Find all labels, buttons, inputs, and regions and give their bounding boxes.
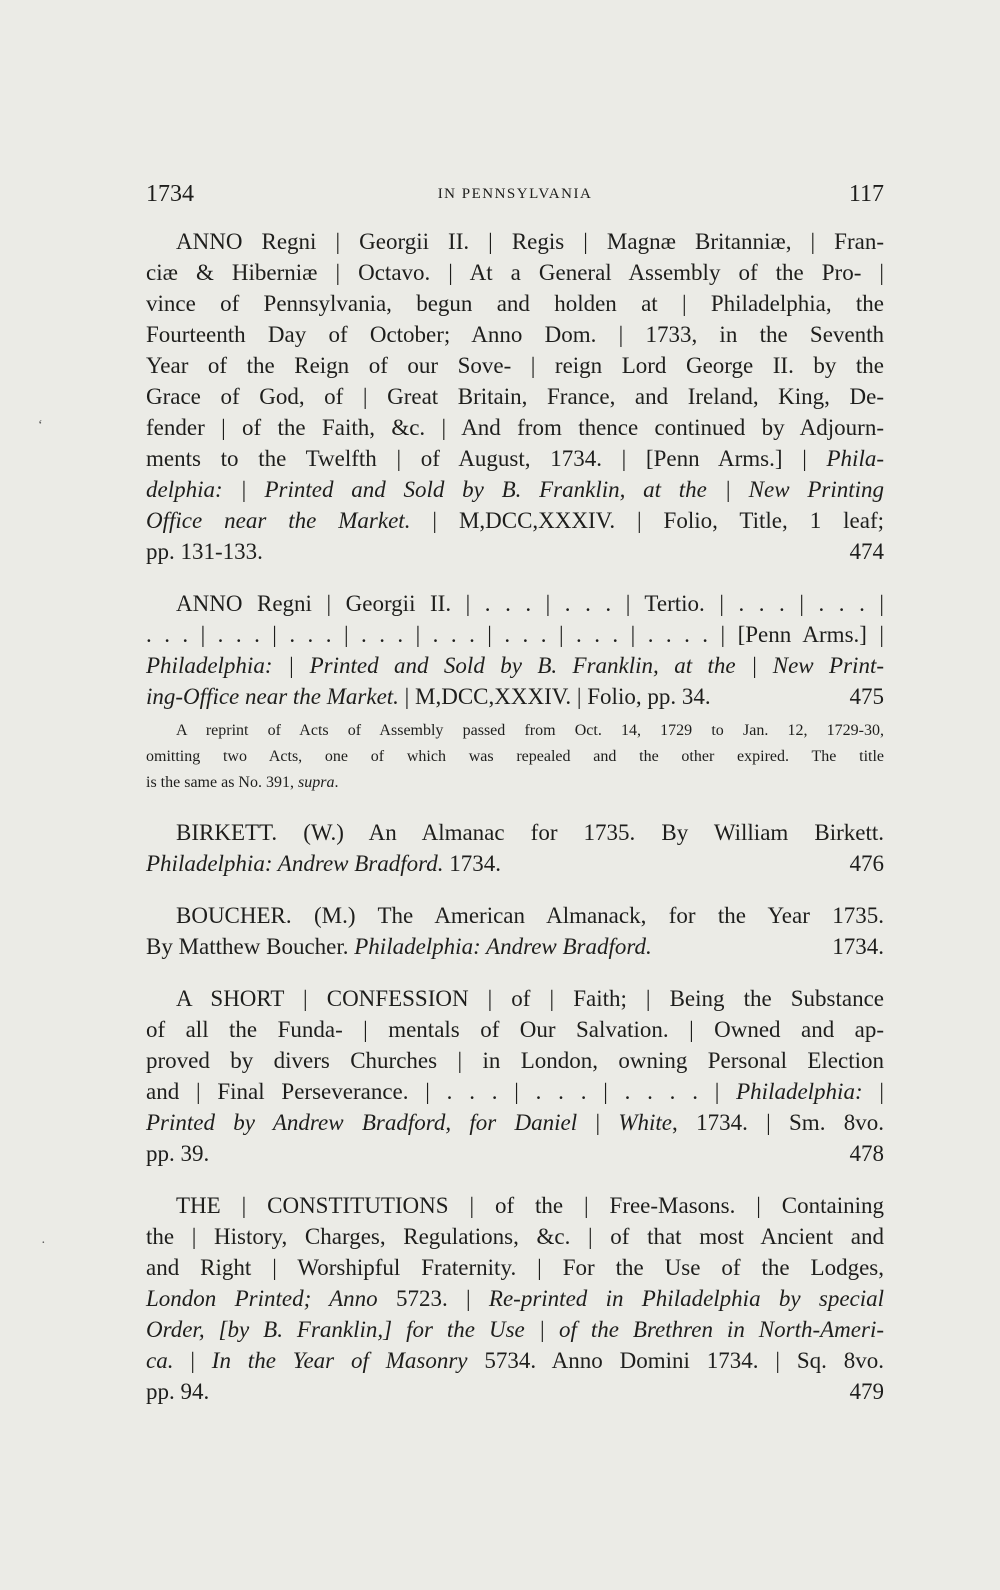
entry-line (146, 505, 884, 536)
text-run: A SHORT | CONFESSION | of | Faith; | Being the Substance (176, 986, 884, 1011)
entry-line (146, 1014, 884, 1045)
entry-final-line (146, 1376, 884, 1407)
running-head (146, 176, 884, 212)
entry-number: 1734. (832, 934, 884, 959)
text-run: | M,DCC,XXXIV. | Folio, Title, 1 leaf; (410, 508, 885, 533)
running-head-year: 1734 (146, 181, 194, 207)
entry-line (146, 288, 884, 319)
bibliography-entry (146, 900, 884, 962)
stray-ink-mark: · (41, 1236, 46, 1251)
entry-final-text (146, 681, 711, 712)
text-run: BIRKETT. (W.) An Almanac for 1735. By William Birkett. (176, 820, 884, 845)
text-run: delphia: | Printed and Sold by B. Franklin, at the | New Printing (146, 477, 884, 502)
entry-final-text: pp. 94. (146, 1379, 210, 1404)
text-run: ca. (146, 1348, 174, 1373)
entry-line (146, 900, 884, 931)
text-run: vince of Pennsylvania, begun and holden at | Philadelphia, the (146, 291, 884, 316)
entry-line (146, 257, 884, 288)
text-run: , 1734. | Sm. 8vo. (672, 1110, 884, 1135)
text-run: Re-printed in Philadelphia by special (488, 1286, 885, 1311)
entry-line (146, 619, 884, 650)
entry-line (146, 588, 884, 619)
entry-line (146, 443, 884, 474)
text-run: 5734. Anno Domini 1734. | Sq. 8vo. (467, 1348, 884, 1373)
entry-line (146, 226, 884, 257)
text-run: fender | of the Faith, &c. | And from thence continued by Adjourn- (146, 415, 884, 440)
bibliography-entries (146, 226, 884, 1428)
running-head-title: IN PENNSYLVANIA (437, 186, 593, 202)
text-run: supra (297, 774, 335, 791)
entry-line (146, 350, 884, 381)
text-run: . (334, 774, 339, 791)
entry-final-text: pp. 131-133. (146, 539, 263, 564)
entry-number: 479 (849, 1379, 884, 1404)
entry-line (146, 1076, 884, 1107)
text-run: of all the Funda- | mentals of Our Salvation. | Owned and ap- (146, 1017, 884, 1042)
text-run: Philadelphia: | Printed and Sold by B. Franklin, at the | New Print- (146, 653, 884, 678)
text-run: BOUCHER. (M.) The American Almanack, for the Year 1735. (176, 903, 884, 928)
entry-line (146, 817, 884, 848)
text-run: ANNO Regni | Georgii II. | . . . | . . . | Tertio. | . . . | . . . | (176, 591, 884, 616)
page-number: 117 (848, 181, 884, 207)
text-run: A reprint of Acts of Assembly passed from Oct. 14, 1729 to Jan. 12, 1729-30, (176, 722, 884, 739)
entry-line (146, 1190, 884, 1221)
text-run: Order, [by B. Franklin,] for the Use | of the Brethren in North-Ameri- (146, 1317, 884, 1342)
entry-final-line (146, 931, 884, 962)
entry-number: 478 (849, 1141, 884, 1166)
text-run: Philadelphia: Andrew Bradford. (354, 934, 652, 959)
bibliography-entry (146, 588, 884, 796)
entry-line (146, 1314, 884, 1345)
text-run: Philadelphia: (736, 1079, 863, 1104)
text-run: Office near the Market. (146, 508, 411, 533)
bibliography-entry (146, 226, 884, 567)
entry-final-text (146, 931, 652, 962)
text-run: | M,DCC,XXXIV. | Folio, pp. 34. (398, 684, 711, 709)
text-run: London Printed; Anno (146, 1286, 378, 1311)
entry-final-text: pp. 39. (146, 1141, 210, 1166)
text-run: | (173, 1348, 212, 1373)
text-run: 1734. (443, 851, 501, 876)
entry-final-line (146, 1138, 884, 1169)
entry-number: 474 (849, 539, 884, 564)
entry-line (146, 1221, 884, 1252)
entry-number: 475 (849, 684, 884, 709)
entry-final-line (146, 848, 884, 879)
entry-line (146, 1107, 884, 1138)
entry-line (146, 474, 884, 505)
entry-line (146, 381, 884, 412)
bibliography-entry (146, 1190, 884, 1407)
bibliography-entry (146, 817, 884, 879)
note-line (146, 770, 884, 796)
text-run: Fourteenth Day of October; Anno Dom. | 1733, in the Seventh (146, 322, 884, 347)
text-run: ANNO Regni | Georgii II. | Regis | Magnæ Britanniæ, | Fran- (176, 229, 884, 254)
entry-line (146, 1345, 884, 1376)
text-run: and Right | Worshipful Fraternity. | For the Use of the Lodges, (146, 1255, 884, 1280)
text-run: Grace of God, of | Great Britain, France, and Ireland, King, De- (146, 384, 884, 409)
stray-ink-mark: ʻ (38, 418, 43, 433)
entry-line (146, 650, 884, 681)
bibliography-entry (146, 983, 884, 1169)
entry-line (146, 1045, 884, 1076)
note-line (146, 718, 884, 744)
entry-final-text (146, 848, 501, 879)
text-run: By Matthew Boucher. (146, 934, 355, 959)
text-run: and | Final Perseverance. | . . . | . . . | . . . . | (146, 1079, 737, 1104)
text-run: Printed by Andrew Bradford, for Daniel (146, 1110, 578, 1135)
text-run: omitting two Acts, one of which was repealed and the other expired. The title (146, 748, 884, 765)
text-run: . . . | . . . | . . . | . . . | . . . | . . . | . . . | . . . . | [Penn Arms.] | (146, 622, 884, 647)
entry-line (146, 412, 884, 443)
text-run: | (862, 1079, 884, 1104)
entry-final-line (146, 681, 884, 712)
text-run: Phila- (826, 446, 884, 471)
text-run: White (618, 1110, 673, 1135)
entry-number: 476 (849, 851, 884, 876)
note-line (146, 744, 884, 770)
text-run: ments to the Twelfth | of August, 1734. | [Penn Arms.] | (146, 446, 827, 471)
text-run: proved by divers Churches | in London, owning Personal Election (146, 1048, 884, 1073)
text-run: is the same as No. 391, (146, 774, 298, 791)
text-run: the | History, Charges, Regulations, &c. | of that most Ancient and (146, 1224, 884, 1249)
entry-note (146, 718, 884, 796)
text-run: 5723. | (377, 1286, 489, 1311)
text-run: Philadelphia: Andrew Bradford. (146, 851, 444, 876)
text-run: Year of the Reign of our Sove- | reign Lord George II. by the (146, 353, 884, 378)
text-run: ing-Office near the Market. (146, 684, 399, 709)
entry-line (146, 1252, 884, 1283)
entry-final-line (146, 536, 884, 567)
text-run: | (577, 1110, 619, 1135)
text-run: ciæ & Hiberniæ | Octavo. | At a General Assembly of the Pro- | (146, 260, 884, 285)
entry-line (146, 983, 884, 1014)
entry-line (146, 1283, 884, 1314)
text-run: THE | CONSTITUTIONS | of the | Free-Masons. | Containing (176, 1193, 884, 1218)
text-run: In the Year of Masonry (211, 1348, 468, 1373)
entry-line (146, 319, 884, 350)
